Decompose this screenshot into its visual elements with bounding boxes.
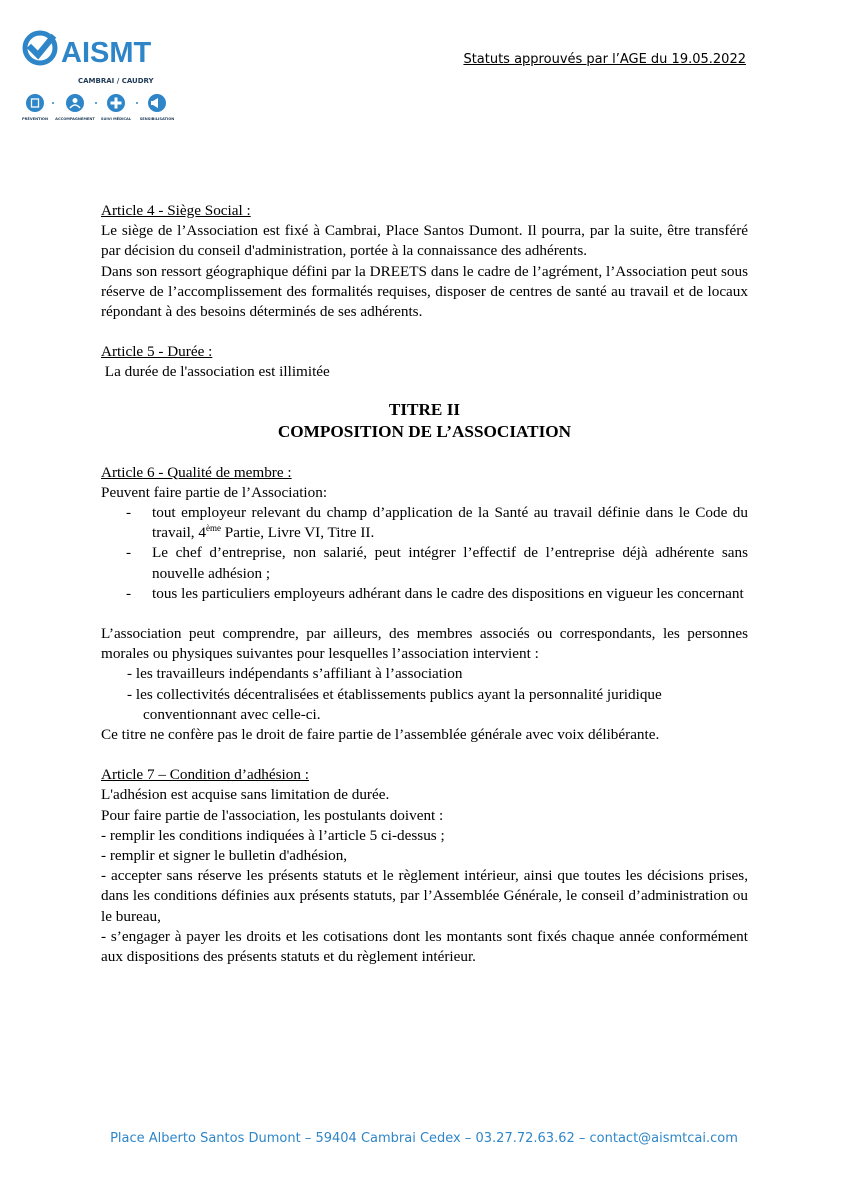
list-item-continuation: conventionnant avec celle-ci. [143, 705, 321, 723]
label-suivi-medical: SUIVI MÉDICAL [100, 117, 132, 121]
article-5-heading: Article 5 - Durée : [101, 343, 213, 361]
article-6-associates-paragraph: L’association peut comprendre, par ailleurs, des membres associés ou correspondants, les personnes morales ou physiques suivantes pour lesquelles l’association intervient : [101, 625, 748, 663]
article-4-heading: Article 4 - Siège Social : [101, 202, 251, 219]
brand-location: CAMBRAI / CAUDRY [78, 77, 154, 85]
article-7-line: L'adhésion est acquise sans limitation de durée. [101, 786, 390, 804]
article-7-line: - accepter sans réserve les présents statuts et le règlement intérieur, ainsi que toutes les décisions prises, dans les conditions définies aux présents statuts, par l’Assemblée Générale, le conseil d’administration ou le bureau, [101, 867, 748, 925]
medical-cross-icon [107, 94, 125, 112]
titre-heading: COMPOSITION DE L’ASSOCIATION [277, 421, 572, 441]
approval-header: Statuts approuvés par l’AGE du 19.05.2022 [463, 52, 746, 67]
article-6-heading: Article 6 - Qualité de membre : [101, 463, 292, 481]
list-item: - les travailleurs indépendants s’affiliant à l’association [127, 665, 463, 683]
label-accompagnement: ACCOMPAGNEMENT [55, 117, 95, 121]
accompagnement-icon [66, 94, 84, 112]
prevention-icon [26, 94, 44, 112]
label-sensibilisation: SENSIBILISATION [139, 117, 175, 121]
titre-number: TITRE II [388, 399, 461, 419]
article-5-text: La durée de l'association est illimitée [104, 363, 330, 381]
megaphone-icon [148, 94, 166, 112]
document-body [101, 201, 748, 967]
article-4-paragraph-2: Dans son ressort géographique défini par la DREETS dans le cadre de l’agrément, l’Association peut sous réserve de l’accomplissement des formalités requises, disposer de centres de santé au travail et de locaux répondant à des besoins déterminés de ses adhérents. [101, 262, 748, 321]
label-prevention: PRÉVENTION [22, 117, 48, 121]
article-7-line: - remplir les conditions indiquées à l’article 5 ci-dessus ; [101, 826, 445, 844]
article-7-line: - remplir et signer le bulletin d'adhésion, [101, 847, 348, 865]
check-circle-icon [25, 33, 55, 63]
list-item: - tous les particuliers employeurs adhérant dans le cadre des dispositions en vigueur les concernant [126, 584, 744, 602]
article-6-intro: Peuvent faire partie de l’Association: [101, 483, 328, 501]
article-4-paragraph-1: Le siège de l’Association est fixé à Cambrai, Place Santos Dumont. Il pourra, par la suite, être transféré par décision du conseil d'administration, portée à la connaissance des adhérents. [101, 222, 748, 260]
footer-address: Place Alberto Santos Dumont – 59404 Cambrai Cedex – 03.27.72.63.62 – contact@aismtcai.com [110, 1131, 738, 1146]
article-7-line: - s’engager à payer les droits et les cotisations dont les montants sont fixés chaque année conformément aux dispositions des présents statuts et du règlement intérieur. [101, 927, 748, 966]
list-item: - les collectivités décentralisées et établissements publics ayant la personnalité juridique [127, 685, 662, 703]
list-item: - Le chef d’entreprise, non salarié, peut intégrer l’effectif de l’entreprise déjà adhérente sans nouvelle adhésion ; [126, 544, 748, 582]
brand-name: AISMT [61, 37, 152, 69]
list-item: - tout employeur relevant du champ d’application de la Santé au travail définie dans le Code du travail, 4ème Partie, Livre VI, Titre II. [126, 504, 748, 542]
article-6-closing: Ce titre ne confère pas le droit de faire partie de l’assemblée générale avec voix délibérante. [101, 726, 660, 744]
aismt-logo [20, 26, 180, 126]
article-7-line: Pour faire partie de l'association, les postulants doivent : [101, 806, 444, 824]
article-7-heading: Article 7 – Condition d’adhésion : [101, 766, 309, 784]
